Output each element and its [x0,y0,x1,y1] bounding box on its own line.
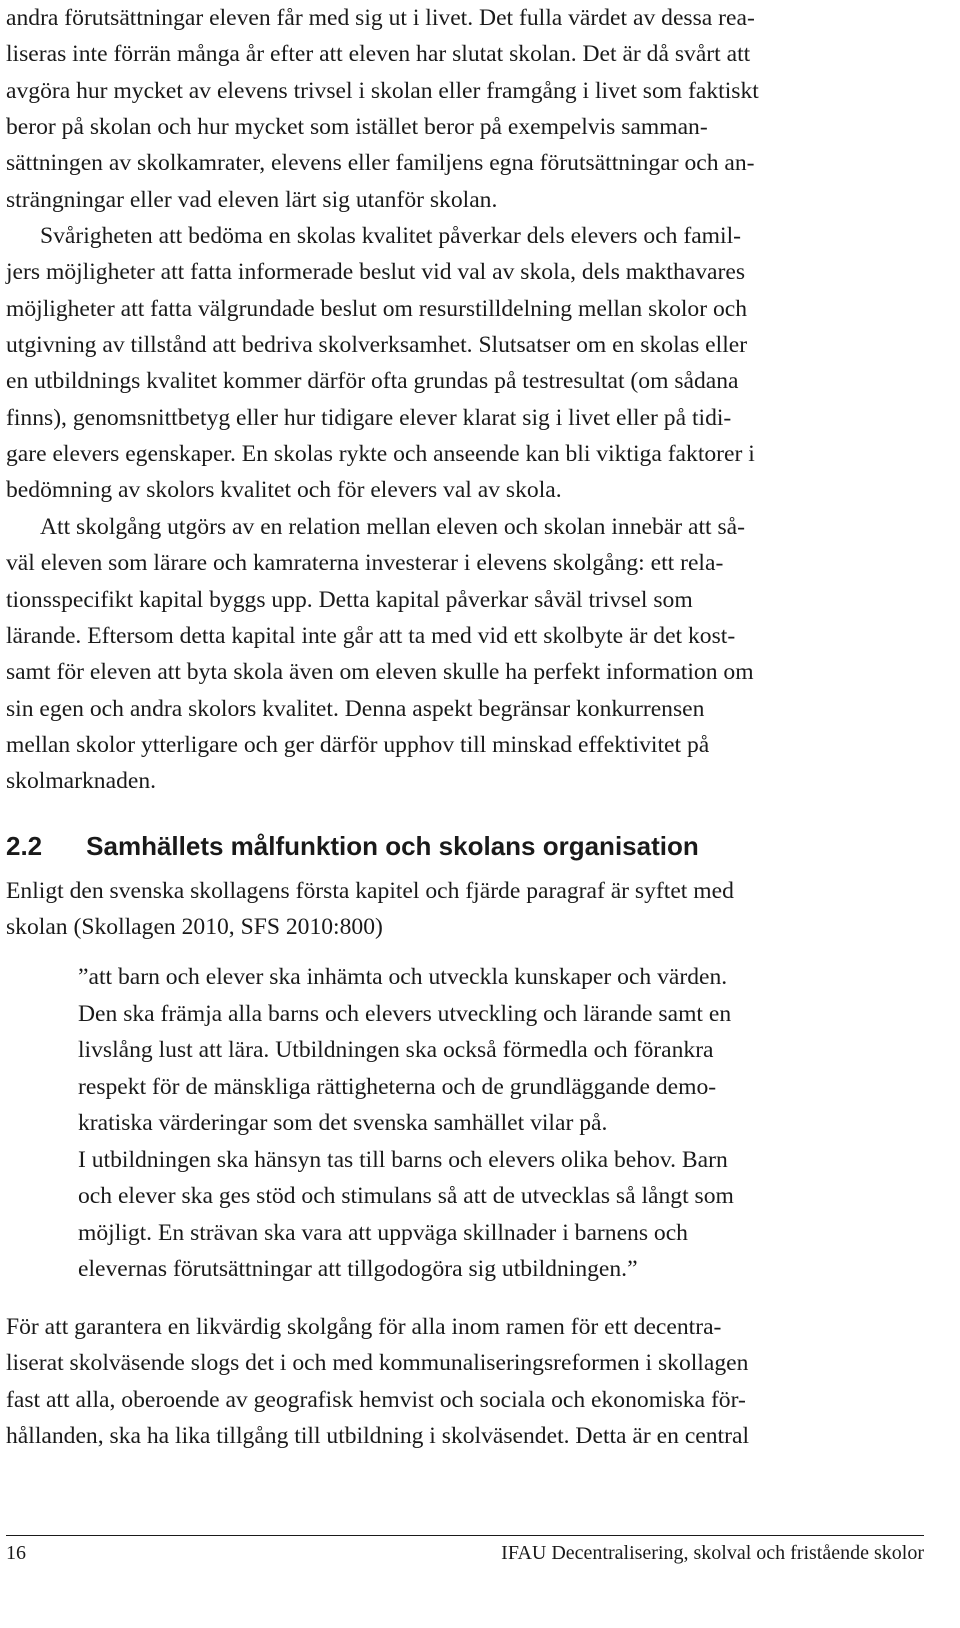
text-line: sin egen och andra skolors kvalitet. Denna aspekt begränsar konkurrensen [6,695,705,722]
text-line: sättningen av skolkamrater, elevens eller familjens egna förutsättningar och an- [6,150,755,177]
block-quote [78,959,882,1288]
text-line: utgivning av tillstånd att bedriva skolverksamhet. Slutsatser om en skolas eller [6,332,748,359]
text-line: Enligt den svenska skollagens första kapitel och fjärde paragraf är syftet med [6,878,734,904]
text-line: finns), genomsnittbetyg eller hur tidigare elever klarat sig i livet eller på tidi- [6,404,732,431]
quote-line: Den ska främja alla barns och elevers utveckling och lärande samt en [78,1000,732,1027]
quote-line: möjligt. En strävan ska vara att uppväga skillnader i barnens och [78,1219,688,1246]
paragraph-closing [6,1309,924,1454]
text-line: väl eleven som lärare och kamraterna investerar i elevens skolgång: ett rela- [6,550,724,577]
section-heading [6,826,699,866]
closing-paragraph [6,1309,924,1454]
paragraph-intro [6,873,924,946]
quote-line: kratiska värderingar som det svenska samhället vilar på. [78,1110,608,1136]
text-line: fast att alla, oberoende av geografisk hemvist och sociala och ekonomiska för- [6,1386,746,1413]
quote-line: respekt för de mänskliga rättigheterna och de grundläggande demo- [78,1073,717,1100]
text-line: bedömning av skolors kvalitet och för elevers val av skola. [6,477,562,504]
text-line: skolmarknaden. [6,768,157,795]
text-line: samt för eleven att byta skola även om eleven skulle ha perfekt information om [6,659,754,686]
page-number: 16 [6,1542,26,1564]
text-line: strängningar eller vad eleven lärt sig utanför skolan. [6,186,498,213]
quote-paragraph [78,1142,882,1288]
section-number: 2.2 [6,831,43,861]
quote-line: I utbildningen ska hänsyn tas till barns och elevers olika behov. Barn [78,1146,728,1173]
text-line: hållanden, ska ha lika tillgång till utbildning i skolväsendet. Detta är en central [6,1423,749,1450]
text-line: skolan (Skollagen 2010, SFS 2010:800) [6,914,383,941]
text-line: beror på skolan och hur mycket som istället beror på exempelvis samman- [6,114,708,141]
text-line: lärande. Eftersom detta kapital inte går att ta med vid ett skolbyte är det kost- [6,622,736,649]
text-line: Att skolgång utgörs av en relation mellan eleven och skolan innebär att så- [40,513,745,540]
page-footer [6,1540,924,1566]
text-line: andra förutsättningar eleven får med sig ut i livet. Det fulla värdet av dessa rea- [6,5,755,31]
quote-line: livslång lust att lära. Utbildningen ska också förmedla och förankra [78,1037,714,1063]
paragraph-3 [6,509,924,800]
text-line: liseras inte förrän många år efter att eleven har slutat skolan. Det är då svårt att [6,41,751,68]
paragraph-2 [6,218,924,509]
text-line: gare elevers egenskaper. En skolas rykte och anseende kan bli viktiga faktorer i [6,441,755,468]
text-line: en utbildnings kvalitet kommer därför ofta grundas på testresultat (om sådana [6,368,739,395]
text-line: Svårigheten att bedöma en skolas kvalitet påverkar dels elevers och famil- [40,223,742,250]
text-line: För att garantera en likvärdig skolgång för alla inom ramen för ett decentra- [6,1314,722,1340]
text-line: jers möjligheter att fatta informerade beslut vid val av skola, dels makthavares [6,259,746,286]
quote-line: och elever ska ges stöd och stimulans så att de utvecklas så långt som [78,1183,734,1209]
quote-paragraph [78,959,882,1142]
quote-line: ”att barn och elever ska inhämta och utveckla kunskaper och värden. [78,964,728,990]
section-title: Samhällets målfunktion och skolans organisation [86,831,699,861]
paragraph-1 [6,0,924,218]
text-line: liserat skolväsende slogs det i och med kommunaliseringsreformen i skollagen [6,1350,749,1377]
text-line: avgöra hur mycket av elevens trivsel i skolan eller framgång i livet som faktiskt [6,77,759,104]
quote-line: elevernas förutsättningar att tillgodogöra sig utbildningen.” [78,1256,638,1282]
text-line: tionsspecifikt kapital byggs upp. Detta kapital påverkar såväl trivsel som [6,586,693,613]
section-intro [6,873,924,946]
text-line: möjligheter att fatta välgrundade beslut om resurstilldelning mellan skolor och [6,295,748,322]
text-line: mellan skolor ytterligare och ger därför upphov till minskad effektivitet på [6,731,710,758]
footer-rule [6,1535,924,1536]
body-text [6,0,924,800]
running-title: IFAU Decentralisering, skolval och fristående skolor [501,1542,924,1564]
